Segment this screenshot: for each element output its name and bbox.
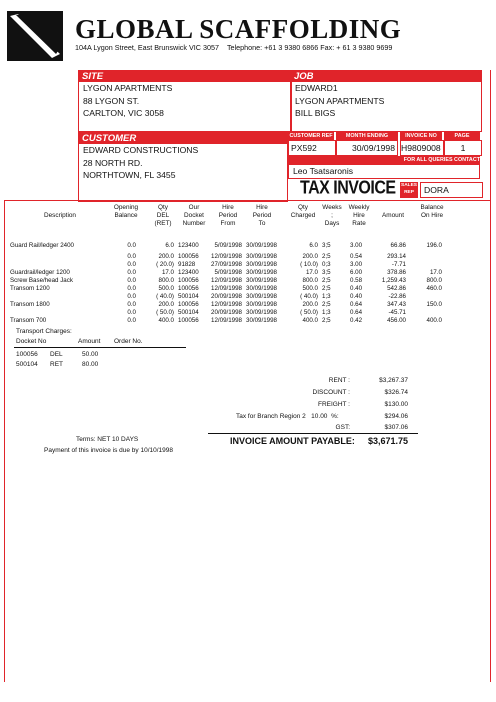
col-hire-to: Hire Period To bbox=[252, 204, 272, 227]
col-weekly-rate: Weekly Hire Rate bbox=[348, 204, 370, 227]
freight-value: $130.00 bbox=[384, 401, 408, 408]
cell-qty: 500.0 bbox=[158, 285, 174, 292]
cell-rate: 0.40 bbox=[350, 285, 363, 292]
cell-from: 27/09/1998 bbox=[211, 261, 242, 268]
cell-open: 0.0 bbox=[127, 293, 136, 300]
cell-charged: 200.0 bbox=[302, 253, 318, 260]
cell-amount: -45.71 bbox=[388, 309, 406, 316]
sales-rep-label: SALES REP bbox=[400, 182, 418, 198]
cell-qty: 800.0 bbox=[158, 277, 174, 284]
cell-to: 30/09/1998 bbox=[246, 301, 277, 308]
transport-title: Transport Charges: bbox=[16, 328, 72, 335]
rent-label: RENT : bbox=[328, 377, 350, 384]
cell-charged: 6.0 bbox=[309, 242, 318, 249]
cell-amount: 378.86 bbox=[387, 269, 406, 276]
cell-wd: 2;5 bbox=[322, 277, 331, 284]
cell-to: 30/09/1998 bbox=[246, 261, 277, 268]
invoice-no-label: INVOICE NO bbox=[400, 132, 442, 140]
cell-from: 12/09/1998 bbox=[211, 317, 242, 324]
customer-ref-value: PX592 bbox=[288, 140, 336, 156]
cell-wd: 2;5 bbox=[322, 317, 331, 324]
cell-open: 0.0 bbox=[127, 242, 136, 249]
cell-from: 12/09/1998 bbox=[211, 253, 242, 260]
cell-to: 30/09/1998 bbox=[246, 309, 277, 316]
month-ending-value: 30/09/1998 bbox=[336, 140, 398, 156]
cell-amount: 456.00 bbox=[387, 317, 406, 324]
table-row bbox=[0, 269, 496, 277]
col-weeks-days: Weeks ; Days bbox=[322, 204, 342, 227]
table-border-top bbox=[4, 200, 490, 201]
cell-open: 0.0 bbox=[127, 285, 136, 292]
cell-charged: 17.0 bbox=[305, 269, 318, 276]
cell-to: 30/09/1998 bbox=[246, 253, 277, 260]
sales-rep-value: DORA bbox=[420, 182, 483, 198]
job-box bbox=[290, 70, 482, 132]
cell-rate: 0.58 bbox=[350, 277, 363, 284]
col-opening: Opening Balance bbox=[113, 204, 139, 219]
invoice-no-value: H9809008 bbox=[400, 140, 444, 156]
customer-label: CUSTOMER bbox=[79, 133, 287, 144]
cell-desc: Screw Base/head Jack bbox=[10, 277, 73, 284]
page-value: 1 bbox=[444, 140, 482, 156]
customer-line: 28 NORTH RD. bbox=[83, 157, 143, 168]
cell-open: 0.0 bbox=[127, 301, 136, 308]
items-table bbox=[0, 242, 496, 332]
cell-wd: 1;3 bbox=[322, 293, 331, 300]
cell-desc: Guard Rail/ledger 2400 bbox=[10, 242, 74, 249]
customer-ref-label: CUSTOMER REF bbox=[289, 133, 333, 139]
cell-open: 0.0 bbox=[127, 261, 136, 268]
cell-from: 12/09/1998 bbox=[211, 301, 242, 308]
customer-line: NORTHTOWN, FL 3455 bbox=[83, 170, 176, 180]
transport-header-amount: Amount bbox=[78, 338, 101, 345]
contact-value: Leo Tsatsaronis bbox=[288, 164, 480, 179]
cell-wd: 2;5 bbox=[322, 253, 331, 260]
cell-from: 20/09/1998 bbox=[211, 293, 242, 300]
cell-from: 12/09/1998 bbox=[211, 277, 242, 284]
table-row bbox=[0, 317, 496, 325]
cell-to: 30/09/1998 bbox=[246, 317, 277, 324]
cell-to: 30/09/1998 bbox=[246, 269, 277, 276]
cell-bal: 196.0 bbox=[426, 242, 442, 249]
cell-amount: -22.86 bbox=[388, 293, 406, 300]
table-row bbox=[0, 309, 496, 317]
cell-bal: 17.0 bbox=[429, 269, 442, 276]
table-row bbox=[0, 242, 496, 250]
cell-docket: 123400 bbox=[178, 269, 199, 276]
discount-label: DISCOUNT : bbox=[312, 389, 350, 396]
table-row bbox=[0, 301, 496, 309]
payable-value: $3,671.75 bbox=[367, 436, 408, 446]
month-ending-label: MONTH ENDING bbox=[336, 132, 398, 140]
cell-wd: 3;5 bbox=[322, 269, 331, 276]
cell-qty: 200.0 bbox=[158, 253, 174, 260]
job-line: EDWARD1 bbox=[295, 83, 338, 93]
gst-label: GST: bbox=[335, 424, 350, 431]
freight-label: FREIGHT : bbox=[317, 401, 350, 408]
cell-amount: 1,259.43 bbox=[381, 277, 406, 284]
cell-docket: 100056 bbox=[178, 277, 199, 284]
transport-header-docket: Docket No bbox=[16, 338, 47, 345]
cell-charged: ( 50.0) bbox=[300, 309, 318, 316]
cell-desc: Transom 700 bbox=[10, 317, 47, 324]
payable-label: INVOICE AMOUNT PAYABLE: bbox=[230, 436, 355, 446]
payment-due: Payment of this invoice is due by 10/10/1998 bbox=[44, 447, 173, 454]
company-name: GLOBAL SCAFFOLDING bbox=[75, 14, 402, 44]
cell-from: 5/09/1998 bbox=[214, 269, 242, 276]
job-label: JOB bbox=[291, 71, 481, 82]
cell-wd: 1;3 bbox=[322, 309, 331, 316]
cell-rate: 0.40 bbox=[350, 293, 363, 300]
cell-charged: ( 10.0) bbox=[300, 261, 318, 268]
cell-docket: 500104 bbox=[178, 309, 199, 316]
terms: Terms: NET 10 DAYS bbox=[76, 436, 139, 443]
col-qty-charged: Qty Charged bbox=[290, 204, 316, 219]
discount-value: $326.74 bbox=[384, 389, 408, 396]
table-border-right bbox=[490, 70, 491, 682]
cell-open: 0.0 bbox=[127, 253, 136, 260]
tax-line: Tax for Branch Region 2 10.00 %: bbox=[236, 413, 339, 420]
cell-rate: 0.54 bbox=[350, 253, 363, 260]
cell-to: 30/09/1998 bbox=[246, 242, 277, 249]
job-line: BILL BIGS bbox=[295, 108, 336, 118]
cell-docket: 500104 bbox=[178, 293, 199, 300]
cell-docket: 123400 bbox=[178, 242, 199, 249]
cell-bal: 150.0 bbox=[426, 301, 442, 308]
cell-amount: -7.71 bbox=[391, 261, 406, 268]
cell-open: 0.0 bbox=[127, 277, 136, 284]
job-line: LYGON APARTMENTS bbox=[295, 95, 385, 106]
cell-rate: 0.42 bbox=[350, 317, 363, 324]
col-balance: Balance On Hire bbox=[420, 204, 444, 219]
cell-from: 20/09/1998 bbox=[211, 309, 242, 316]
customer-line: EDWARD CONSTRUCTIONS bbox=[83, 145, 199, 155]
transport-divider bbox=[14, 347, 186, 348]
cell-qty: ( 50.0) bbox=[156, 309, 174, 316]
cell-bal: 460.0 bbox=[426, 285, 442, 292]
cell-docket: 91828 bbox=[178, 261, 196, 268]
cell-rate: 0.64 bbox=[350, 301, 363, 308]
invoice-title: TAX INVOICE bbox=[300, 178, 396, 199]
col-amount: Amount bbox=[381, 212, 405, 219]
cell-to: 30/09/1998 bbox=[246, 285, 277, 292]
cell-desc: Transom 1200 bbox=[10, 285, 50, 292]
rent-value: $3,267.37 bbox=[379, 377, 408, 384]
cell-open: 0.0 bbox=[127, 309, 136, 316]
cell-qty: 200.0 bbox=[158, 301, 174, 308]
cell-to: 30/09/1998 bbox=[246, 277, 277, 284]
customer-box bbox=[78, 132, 288, 202]
cell-amount: 347.43 bbox=[387, 301, 406, 308]
cell-charged: 800.0 bbox=[302, 277, 318, 284]
table-row bbox=[0, 285, 496, 293]
cell-open: 0.0 bbox=[127, 269, 136, 276]
cell-bal: 800.0 bbox=[426, 277, 442, 284]
cell-to: 30/09/1998 bbox=[246, 293, 277, 300]
cell-charged: 500.0 bbox=[302, 285, 318, 292]
cell-desc: Transom 1800 bbox=[10, 301, 50, 308]
cell-open: 0.0 bbox=[127, 317, 136, 324]
cell-wd: 3;5 bbox=[322, 242, 331, 249]
cell-from: 5/09/1998 bbox=[214, 242, 242, 249]
site-line: 88 LYGON ST. bbox=[83, 95, 140, 106]
cell-wd: 2;5 bbox=[322, 285, 331, 292]
transport-header-order: Order No. bbox=[114, 338, 143, 345]
table-row bbox=[0, 277, 496, 285]
cell-desc: Guardrail/ledger 1200 bbox=[10, 269, 70, 276]
cell-qty: 6.0 bbox=[165, 242, 174, 249]
cell-wd: 0;3 bbox=[322, 261, 331, 268]
site-line: CARLTON, VIC 3058 bbox=[83, 108, 164, 118]
col-description: Description bbox=[44, 212, 76, 219]
table-row bbox=[0, 261, 496, 269]
tax-value: $294.06 bbox=[384, 413, 408, 420]
cell-docket: 100056 bbox=[178, 285, 199, 292]
cell-bal: 400.0 bbox=[426, 317, 442, 324]
cell-charged: ( 40.0) bbox=[300, 293, 318, 300]
company-logo bbox=[6, 10, 64, 62]
cell-amount: 293.14 bbox=[387, 253, 406, 260]
gst-value: $307.06 bbox=[384, 424, 408, 431]
cell-docket: 100056 bbox=[178, 253, 199, 260]
cell-wd: 2;5 bbox=[322, 301, 331, 308]
cell-rate: 0.64 bbox=[350, 309, 363, 316]
cell-amount: 542.86 bbox=[387, 285, 406, 292]
site-box bbox=[78, 70, 292, 132]
cell-amount: 66.86 bbox=[390, 242, 406, 249]
table-row bbox=[0, 253, 496, 261]
col-qty-del: Qty DEL (RET) bbox=[154, 204, 172, 227]
cell-docket: 100056 bbox=[178, 301, 199, 308]
col-docket: Our Docket Number bbox=[182, 204, 206, 227]
table-row bbox=[0, 293, 496, 301]
queries-label: FOR ALL QUERIES CONTACT bbox=[288, 156, 480, 164]
site-line: LYGON APARTMENTS bbox=[83, 83, 173, 93]
cell-qty: 400.0 bbox=[158, 317, 174, 324]
site-label: SITE bbox=[79, 71, 291, 82]
col-hire-from: Hire Period From bbox=[218, 204, 238, 227]
cell-rate: 3.00 bbox=[350, 242, 363, 249]
total-divider bbox=[208, 433, 418, 434]
cell-qty: 17.0 bbox=[161, 269, 174, 276]
page-label: PAGE bbox=[444, 132, 480, 140]
cell-docket: 100056 bbox=[178, 317, 199, 324]
cell-rate: 6.00 bbox=[350, 269, 363, 276]
cell-from: 12/09/1998 bbox=[211, 285, 242, 292]
company-address: 104A Lygon Street, East Brunswick VIC 3057 Telephone: +61 3 9380 6866 Fax: + 61 3 9380 9699 bbox=[75, 43, 393, 52]
cell-qty: ( 20.0) bbox=[156, 261, 174, 268]
cell-qty: ( 40.0) bbox=[156, 293, 174, 300]
cell-charged: 200.0 bbox=[302, 301, 318, 308]
cell-rate: 3.00 bbox=[350, 261, 363, 268]
cell-charged: 400.0 bbox=[302, 317, 318, 324]
